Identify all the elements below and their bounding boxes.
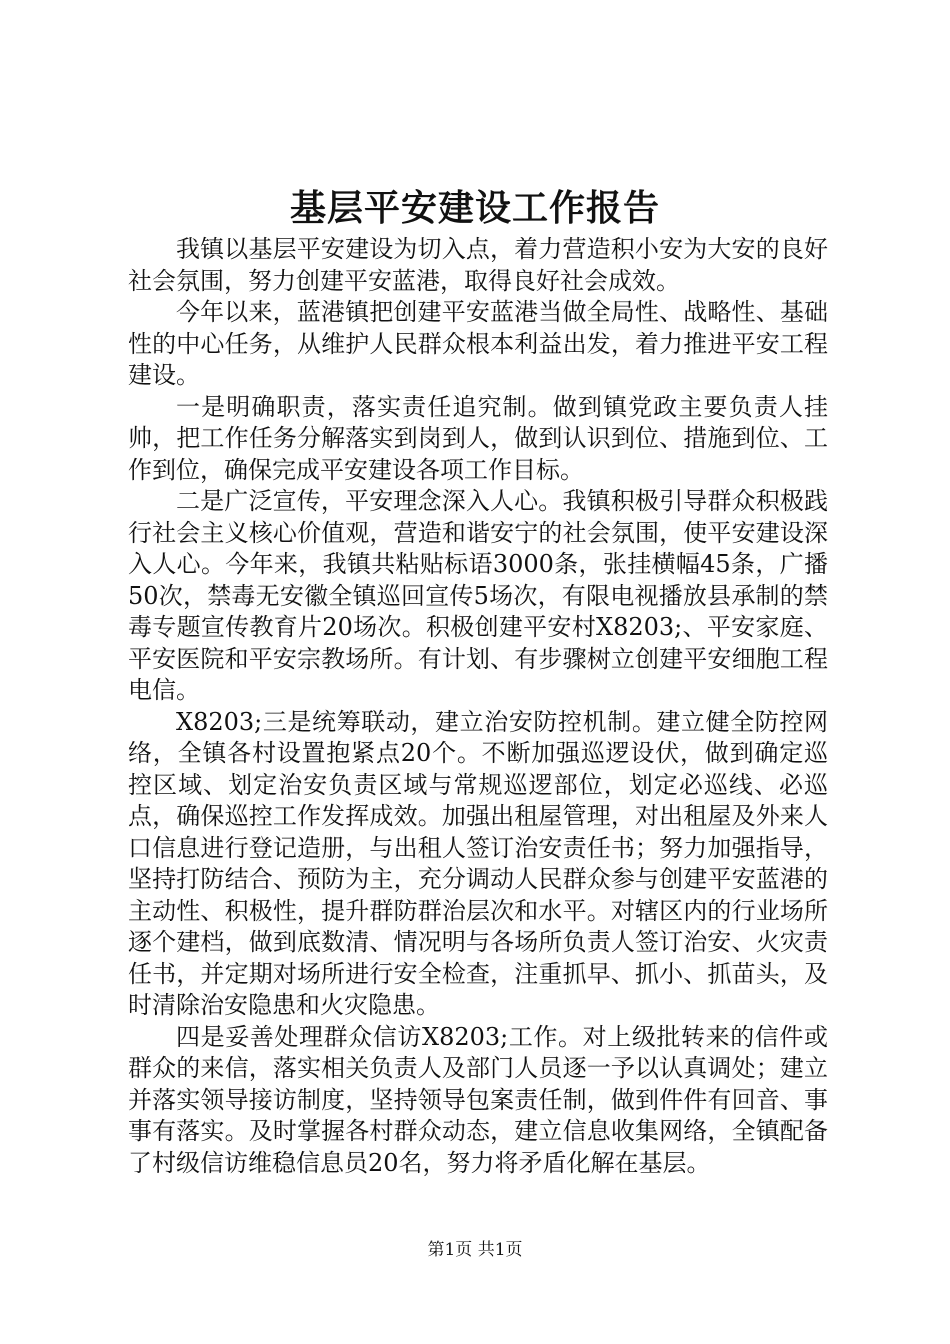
paragraph-responsibility: 一是明确职责，落实责任追究制。做到镇党政主要负责人挂帅，把工作任务分解落实到岗到人，做到认识到位、措施到位、工作到位，确保完成平安建设各项工作目标。 <box>128 392 828 484</box>
paragraph-intro: 我镇以基层平安建设为切入点，着力营造积小安为大安的良好社会氛围，努力创建平安蓝港，取得良好社会成效。 <box>128 235 828 295</box>
paragraph-prevention-mechanism: X8203;三是统筹联动，建立治安防控机制。建立健全防控网络，全镇各村设置抱紧点20个。不断加强巡逻设伏，做到确定巡控区域、划定治安负责区域与常规巡逻部位，划定必巡线、必巡点，确保巡控工作发挥成效。加强出租屋管理，对出租屋及外来人口信息进行登记造册，与出租人签订治安责任书；努力加强指导，坚持打防结合、预防为主，充分调动人民群众参与创建平安蓝港的主动性、积极性，提升群防群治层次和水平。对辖区内的行业场所逐个建档，做到底数清、情况明与各场所负责人签订治安、火灾责任书，并定期对场所进行安全检查，注重抓早、抓小、抓苗头，及时清除治安隐患和火灾隐患。 <box>128 707 828 1019</box>
document-body <box>128 234 828 1179</box>
paragraph-petitions: 四是妥善处理群众信访X8203;工作。对上级批转来的信件或群众的来信，落实相关负责人及部门人员逐一予以认真调处；建立并落实领导接访制度，坚持领导包案责任制，做到件件有回音、事事有落实。及时掌握各村群众动态，建立信息收集网络，全镇配备了村级信访维稳信息员20名，努力将矛盾化解在基层。 <box>128 1022 828 1177</box>
paragraph-overview: 今年以来，蓝港镇把创建平安蓝港当做全局性、战略性、基础性的中心任务，从维护人民群众根本利益出发，着力推进平安工程建设。 <box>128 298 828 389</box>
page-number-footer: 第1页 共1页 <box>427 1240 523 1260</box>
paragraph-publicity: 二是广泛宣传，平安理念深入人心。我镇积极引导群众积极践行社会主义核心价值观，营造和谐安宁的社会氛围，使平安建设深入人心。今年来，我镇共粘贴标语3000条，张挂横幅45条，广播50次，禁毒无安徽全镇巡回宣传5场次，有限电视播放县承制的禁毒专题宣传教育片20场次。积极创建平安村X8203;、平安家庭、平安医院和平安宗教场所。有计划、有步骤树立创建平安细胞工程电信。 <box>128 487 828 704</box>
document-title: 基层平安建设工作报告 <box>289 187 660 229</box>
